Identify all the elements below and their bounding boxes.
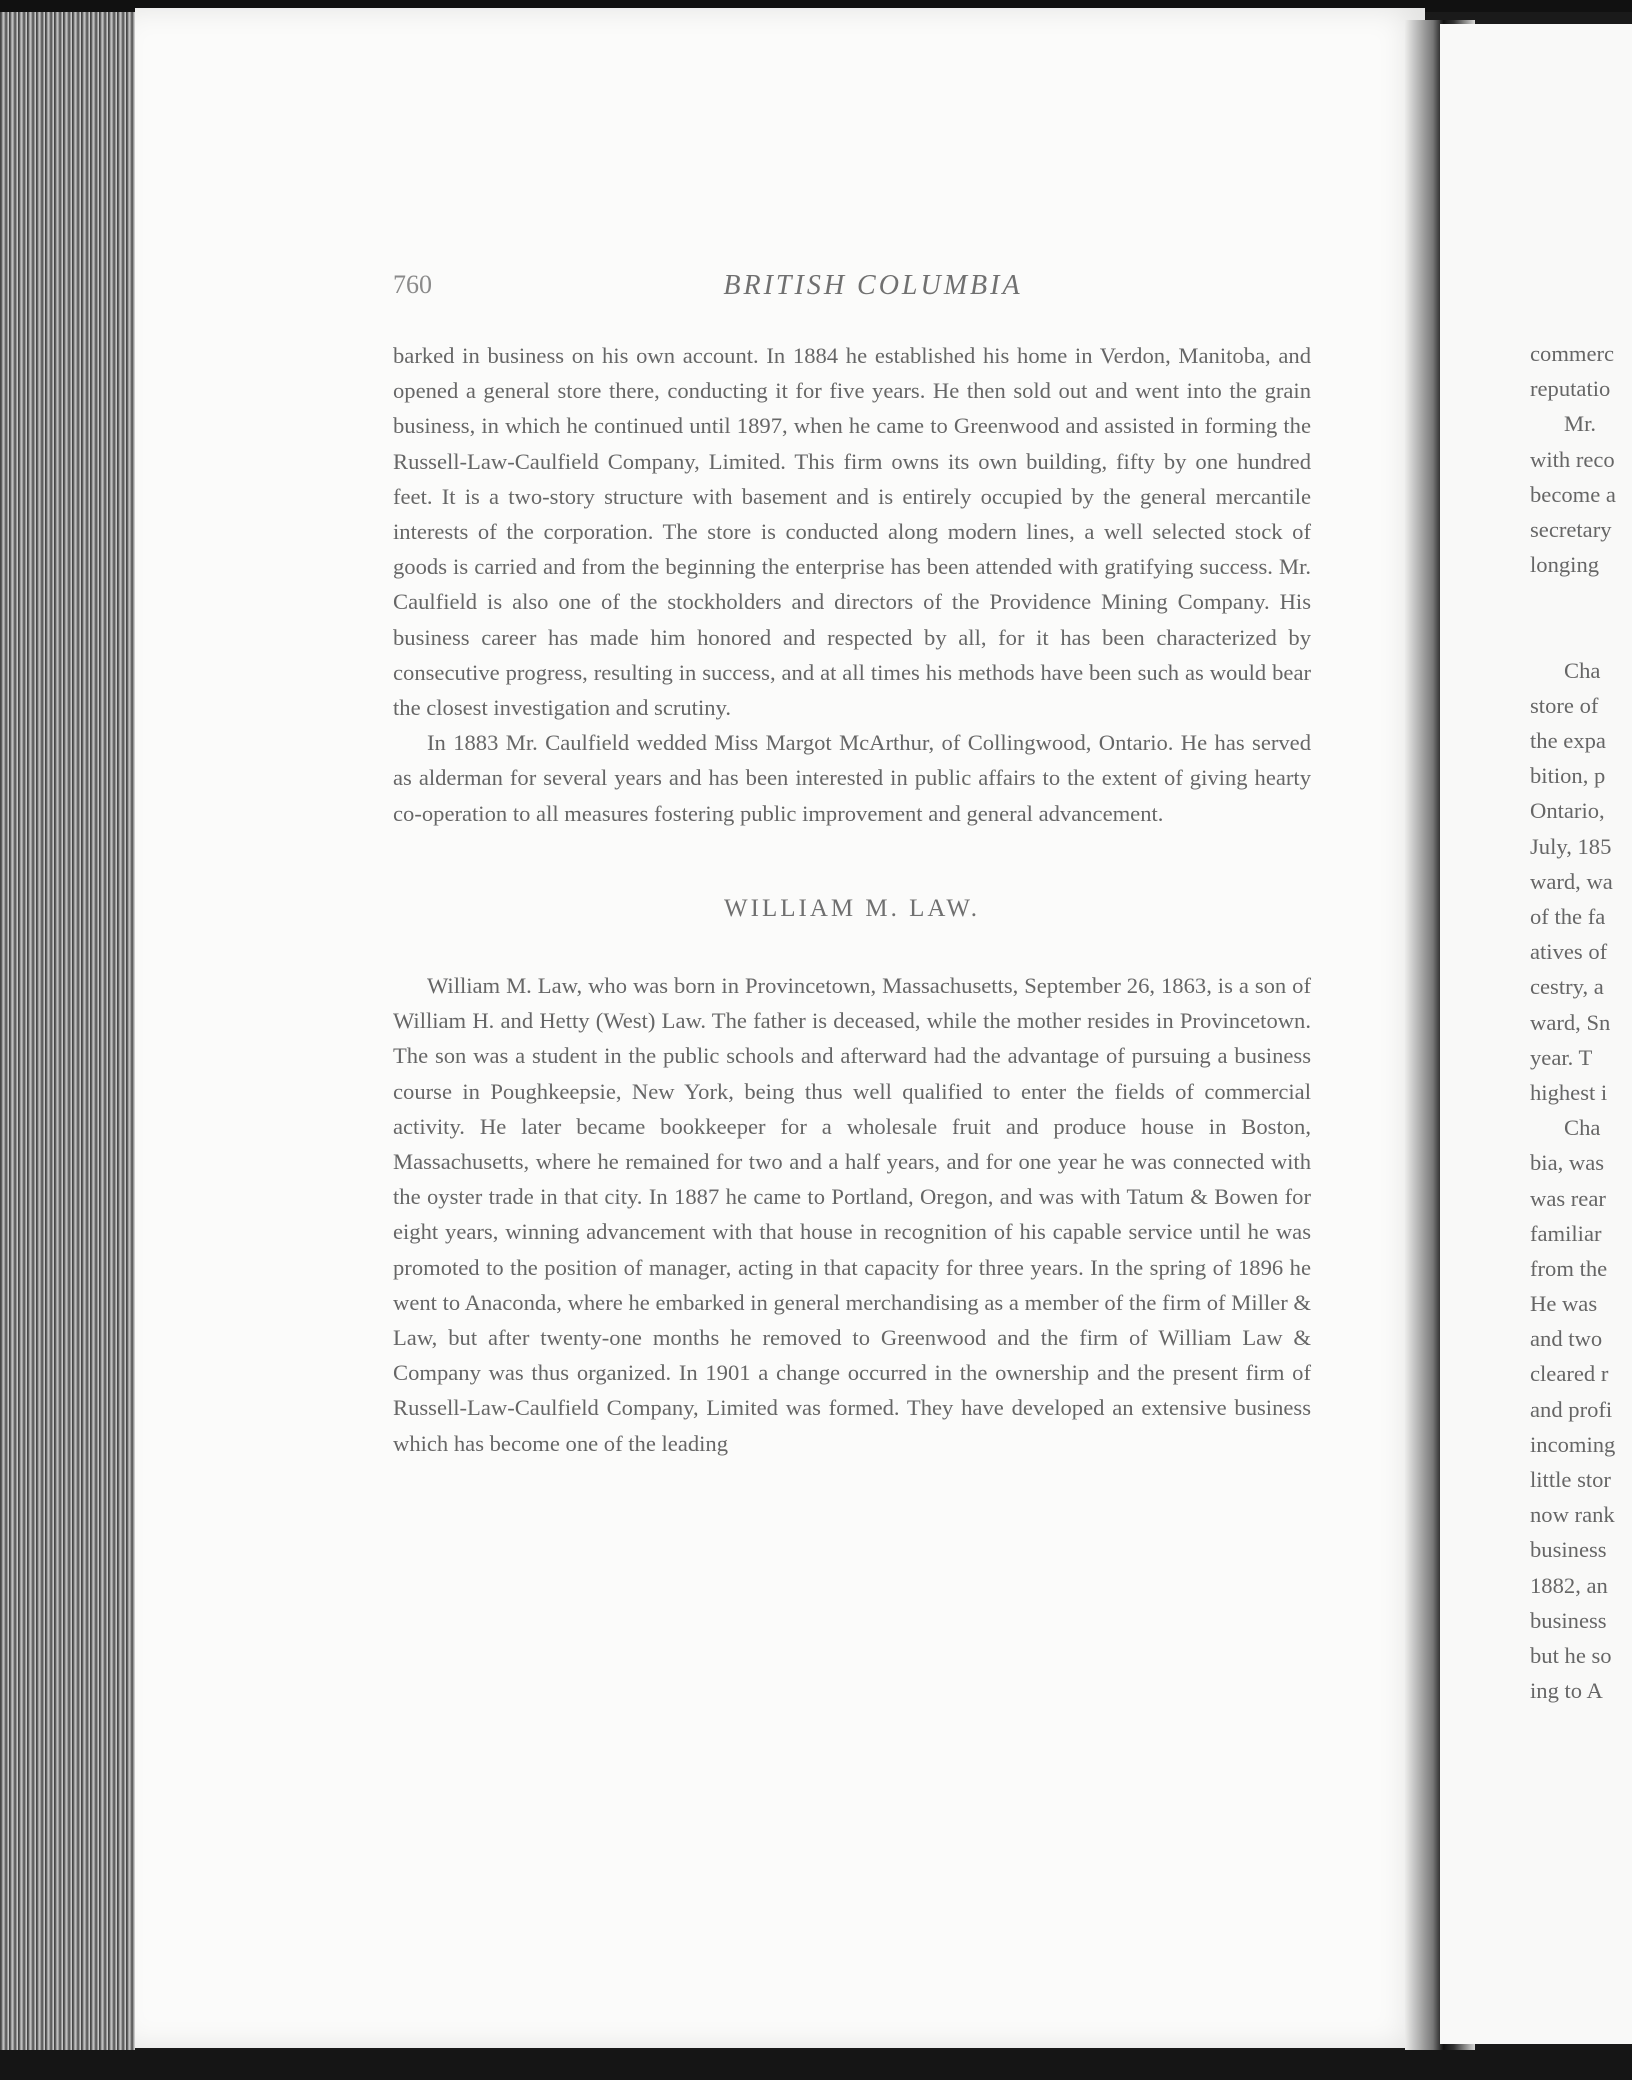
right-fragment-line: July, 185 (1530, 833, 1612, 859)
right-fragment-line: commerc (1530, 341, 1615, 366)
right-fragment-line: longing (1530, 552, 1600, 578)
right-fragment-line: but he so (1530, 1642, 1612, 1668)
right-fragment-line: cestry, a (1530, 974, 1604, 1000)
right-fragment-line: store of (1530, 692, 1599, 718)
right-fragment-line: ward, wa (1530, 868, 1613, 894)
right-fragment-line: reputatio (1530, 376, 1611, 402)
right-fragment-line: secretary (1530, 516, 1612, 542)
paragraph: William M. Law, who was born in Provincetown, Massachusetts, September 26, 1863, is a son of William H. and Hetty (West) Law. The father is deceased, while the mother resides in Provincetown. The son was a student in the public schools and afterward had the advantage of pursuing a business course in Poughkeepsie, New York, being thus well qualified to enter the fields of commercial activity. He later became bookkeeper for a wholesale fruit and produce house in Boston, Massachusetts, where he remained for two and a half years, and for one year he was connected with the oyster trade in that city. In 1887 he came to Portland, Oregon, and was with Tatum & Bowen for eight years, winning advancement with that house in recognition of his capable service until he was promoted to the position of manager, acting in that capacity for three years. In the spring of 1896 he went to Anaconda, where he embarked in general merchandising as a member of the firm of Miller & Law, but after twenty-one months he removed to Greenwood and the firm of William Law & Company was thus organized. In 1901 a change occurred in the ownership and the present firm of Russell-Law-Caulfield Company, Limited was formed. They have developed an extensive business which has become one of the leading (393, 973, 1311, 1456)
right-fragment-line: business (1530, 1537, 1607, 1563)
page-number: 760 (393, 270, 432, 299)
right-fragment-line: become a (1530, 481, 1616, 507)
right-fragment-line: incoming (1530, 1431, 1616, 1457)
paragraph: In 1883 Mr. Caulfield wedded Miss Margot McArthur, of Collingwood, Ontario. He has served as alderman for several years and has been interested in public affairs to the extent of giving hearty co-operation to all measures fostering public improvement and general advancement. (393, 730, 1311, 826)
right-fragment-line: with reco (1530, 446, 1615, 472)
right-fragment-line: Cha (1564, 657, 1601, 683)
right-fragment-line: little stor (1530, 1467, 1611, 1492)
right-page-text-fragments (1530, 336, 1632, 1708)
book-page-edges (0, 0, 135, 2080)
running-head (393, 270, 1353, 310)
right-fragment-line: Mr. (1564, 411, 1597, 437)
right-fragment-line: ward, Sn (1530, 1009, 1611, 1035)
right-fragment-line: business (1530, 1607, 1607, 1633)
running-head-title: BRITISH COLUMBIA (723, 270, 1023, 301)
right-fragment-line: now rank (1530, 1502, 1615, 1528)
right-fragment-line: of the fa (1530, 904, 1606, 929)
right-fragment-line: Ontario, (1530, 798, 1605, 824)
right-page (1440, 24, 1632, 2044)
right-fragment-line: He was (1530, 1291, 1598, 1317)
right-fragment-line: atives of (1530, 939, 1608, 965)
right-fragment-line: familiar (1530, 1220, 1602, 1246)
right-fragment-line: cleared r (1530, 1361, 1609, 1387)
right-fragment-line: and profi (1530, 1396, 1613, 1422)
section-heading: WILLIAM M. LAW. (724, 894, 980, 922)
right-fragment-line: was rear (1530, 1185, 1606, 1211)
right-fragment-line: Cha (1564, 1115, 1601, 1141)
right-fragment-line: 1882, an (1530, 1572, 1608, 1598)
scan-bottom-border (0, 2050, 1632, 2080)
right-fragment-line: bia, was (1530, 1150, 1605, 1176)
right-fragment-line: bition, p (1530, 763, 1606, 789)
body-text (393, 338, 1311, 1461)
right-fragment-line: from the (1530, 1255, 1608, 1281)
right-fragment-line: and two (1530, 1326, 1603, 1352)
right-fragment-line: highest i (1530, 1079, 1608, 1105)
paragraph: barked in business on his own account. In 1884 he established his home in Verdon, Manitoba, and opened a general store there, conducting it for five years. He then sold out and went into the grain business, in which he continued until 1897, when he came to Greenwood and assisted in forming the Russell-Law-Caulfield Company, Limited. This firm owns its own building, fifty by one hundred feet. It is a two-story structure with basement and is entirely occupied by the general mercantile interests of the corporation. The store is conducted along modern lines, a well selected stock of goods is carried and from the beginning the enterprise has been attended with gratifying success. Mr. Caulfield is also one of the stockholders and directors of the Providence Mining Company. His business career has made him honored and respected by all, for it has been characterized by consecutive progress, resulting in success, and at all times his methods have been such as would bear the closest investigation and scrutiny. (393, 343, 1311, 721)
right-fragment-line: year. T (1530, 1044, 1593, 1070)
right-fragment-line: the expa (1530, 728, 1606, 754)
right-fragment-line: ing to A (1530, 1678, 1603, 1704)
